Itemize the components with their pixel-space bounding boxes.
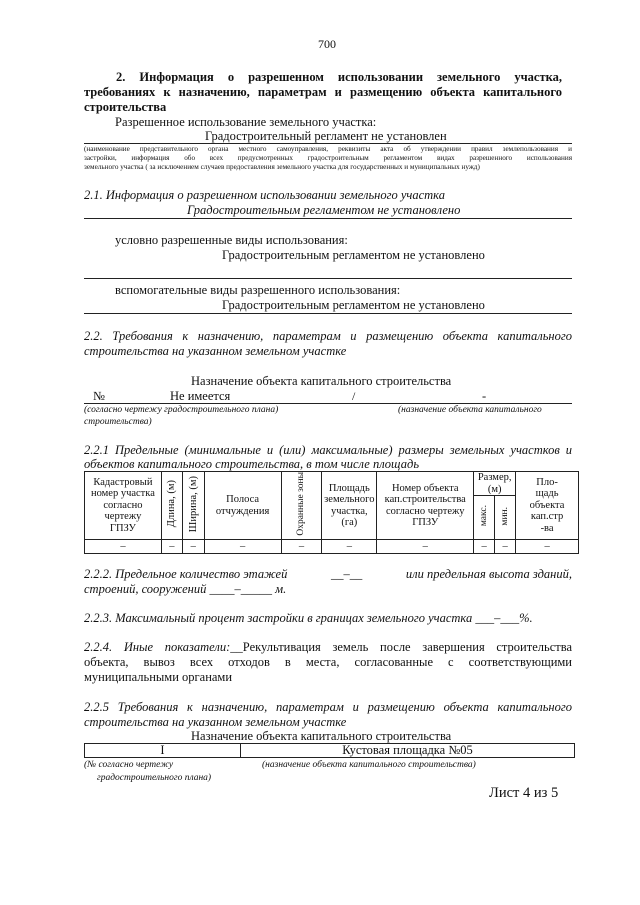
s22-purpose-heading: Назначение объекта капитального строительства [191, 374, 452, 388]
section-2-heading-line3: строительства [84, 100, 167, 114]
auxiliary-underline [84, 313, 572, 314]
col-width: Ширина, (м) [182, 472, 204, 540]
s225-purpose-table [84, 743, 575, 758]
auxiliary-use-value: Градостроительным регламентом не установлено [222, 298, 485, 312]
col-strip: Полоса отчуждения [204, 472, 281, 540]
col-length: Длина, (м) [161, 472, 182, 540]
col-object-number: Номер объекта кап.строительства согласно чертежу ГПЗУ [377, 472, 474, 540]
s225-number-cell: I [85, 744, 241, 758]
s223-line: 2.2.3. Максимальный процент застройки в границах земельного участка ___–___%. [84, 611, 533, 625]
s22-purpose-dash: - [482, 389, 487, 403]
col-area: Площадь земельного участка, (га) [322, 472, 377, 540]
conditional-use-value: Градостроительным регламентом не установлено [222, 248, 485, 262]
parameters-table [84, 471, 579, 554]
s22-number-value: Не имеется [170, 389, 231, 403]
permitted-use-note-line2: застройки, информация обо всех предусмотренных градостроительным регламентом видах разрешенного использования [84, 154, 572, 162]
col-size: Размер, (м) [474, 472, 516, 496]
s225-note-right: (назначение объекта капитального строительства) [262, 760, 476, 770]
permitted-use-note-line1: (наименование представительного органа местного самоуправления, реквизиты акта об утверждении правил землепользования и [84, 145, 572, 153]
permitted-use-underline [84, 143, 572, 144]
s225-purpose-cell: Кустовая площадка №05 [241, 744, 575, 758]
s21-underline [84, 218, 572, 219]
col-size-min: мин. [495, 496, 516, 540]
s22-note-right: (назначение объекта капитального [398, 405, 542, 415]
conditional-underline [84, 278, 572, 279]
s222-line2: строений, сооружений ____–_____ м. [84, 582, 287, 596]
col-object-area: Пло- щадь объекта кап.стр -ва [516, 472, 579, 540]
s22-underline [84, 403, 572, 404]
permitted-use-note-line3: земельного участка ( за исключением случаев предоставления земельного участка для государственных и муниципальных нужд) [84, 163, 480, 171]
s224-line3: муниципальными органами [84, 670, 233, 684]
s22-note-left-cont: строительства) [84, 417, 152, 427]
s224-line2: объекта, вывоз всех отходов в места, согласованные с соответствующими [84, 655, 572, 669]
s221-title-line1: 2.2.1 Предельные (минимальные и (или) максимальные) размеры земельных участков и [84, 443, 572, 457]
col-cadastral: Кадастровый номер участка согласно чертежу ГПЗУ [85, 472, 162, 540]
s225-title-line2: строительства на указанном земельном участке [84, 715, 347, 729]
table-row: – – – – – – – – – – [85, 540, 579, 554]
permitted-use-value: Градостроительный регламент не установлен [205, 129, 447, 143]
s22-number-label: № [93, 389, 105, 403]
s225-purpose-heading: Назначение объекта капитального строительства [191, 729, 452, 743]
section-2-heading-line1: 2. Информация о разрешенном использовании земельного участка, [116, 70, 562, 84]
col-protected-zones: Охранные зоны [281, 472, 322, 540]
s22-note-left: (согласно чертежу градостроительного плана) [84, 405, 279, 415]
s224-line1: 2.2.4. Иные показатели:__Рекультивация земель после завершения строительства [84, 640, 572, 654]
s222-line1: 2.2.2. Предельное количество этажей __–__ или предельная высота зданий, [84, 567, 572, 581]
auxiliary-use-label: вспомогательные виды разрешенного использования: [115, 283, 401, 297]
sheet-indicator: Лист 4 из 5 [489, 785, 559, 801]
s225-title-line1: 2.2.5 Требования к назначению, параметрам и размещению объекта капитального [84, 700, 572, 714]
s21-title: 2.1. Информация о разрешенном использовании земельного участка [84, 188, 445, 202]
s22-title-line1: 2.2. Требования к назначению, параметрам и размещению объекта капитального [84, 329, 572, 343]
s225-note-left-cont: градостроительного плана) [97, 773, 212, 783]
section-2-heading-line2: требованиях к назначению, параметрам и размещению объекта капитального [84, 85, 562, 99]
conditional-use-label: условно разрешенные виды использования: [115, 233, 348, 247]
page-number: 700 [318, 37, 336, 51]
s22-title-line2: строительства на указанном земельном участке [84, 344, 347, 358]
s21-value: Градостроительным регламентом не установлено [187, 203, 461, 217]
permitted-use-label: Разрешенное использование земельного участка: [115, 115, 377, 129]
s221-title-line2: объектов капитального строительства, в том числе площадь [84, 457, 420, 471]
s225-note-left: (№ согласно чертежу [84, 760, 174, 770]
col-size-max: макс. [474, 496, 495, 540]
s22-slash: / [352, 389, 356, 403]
